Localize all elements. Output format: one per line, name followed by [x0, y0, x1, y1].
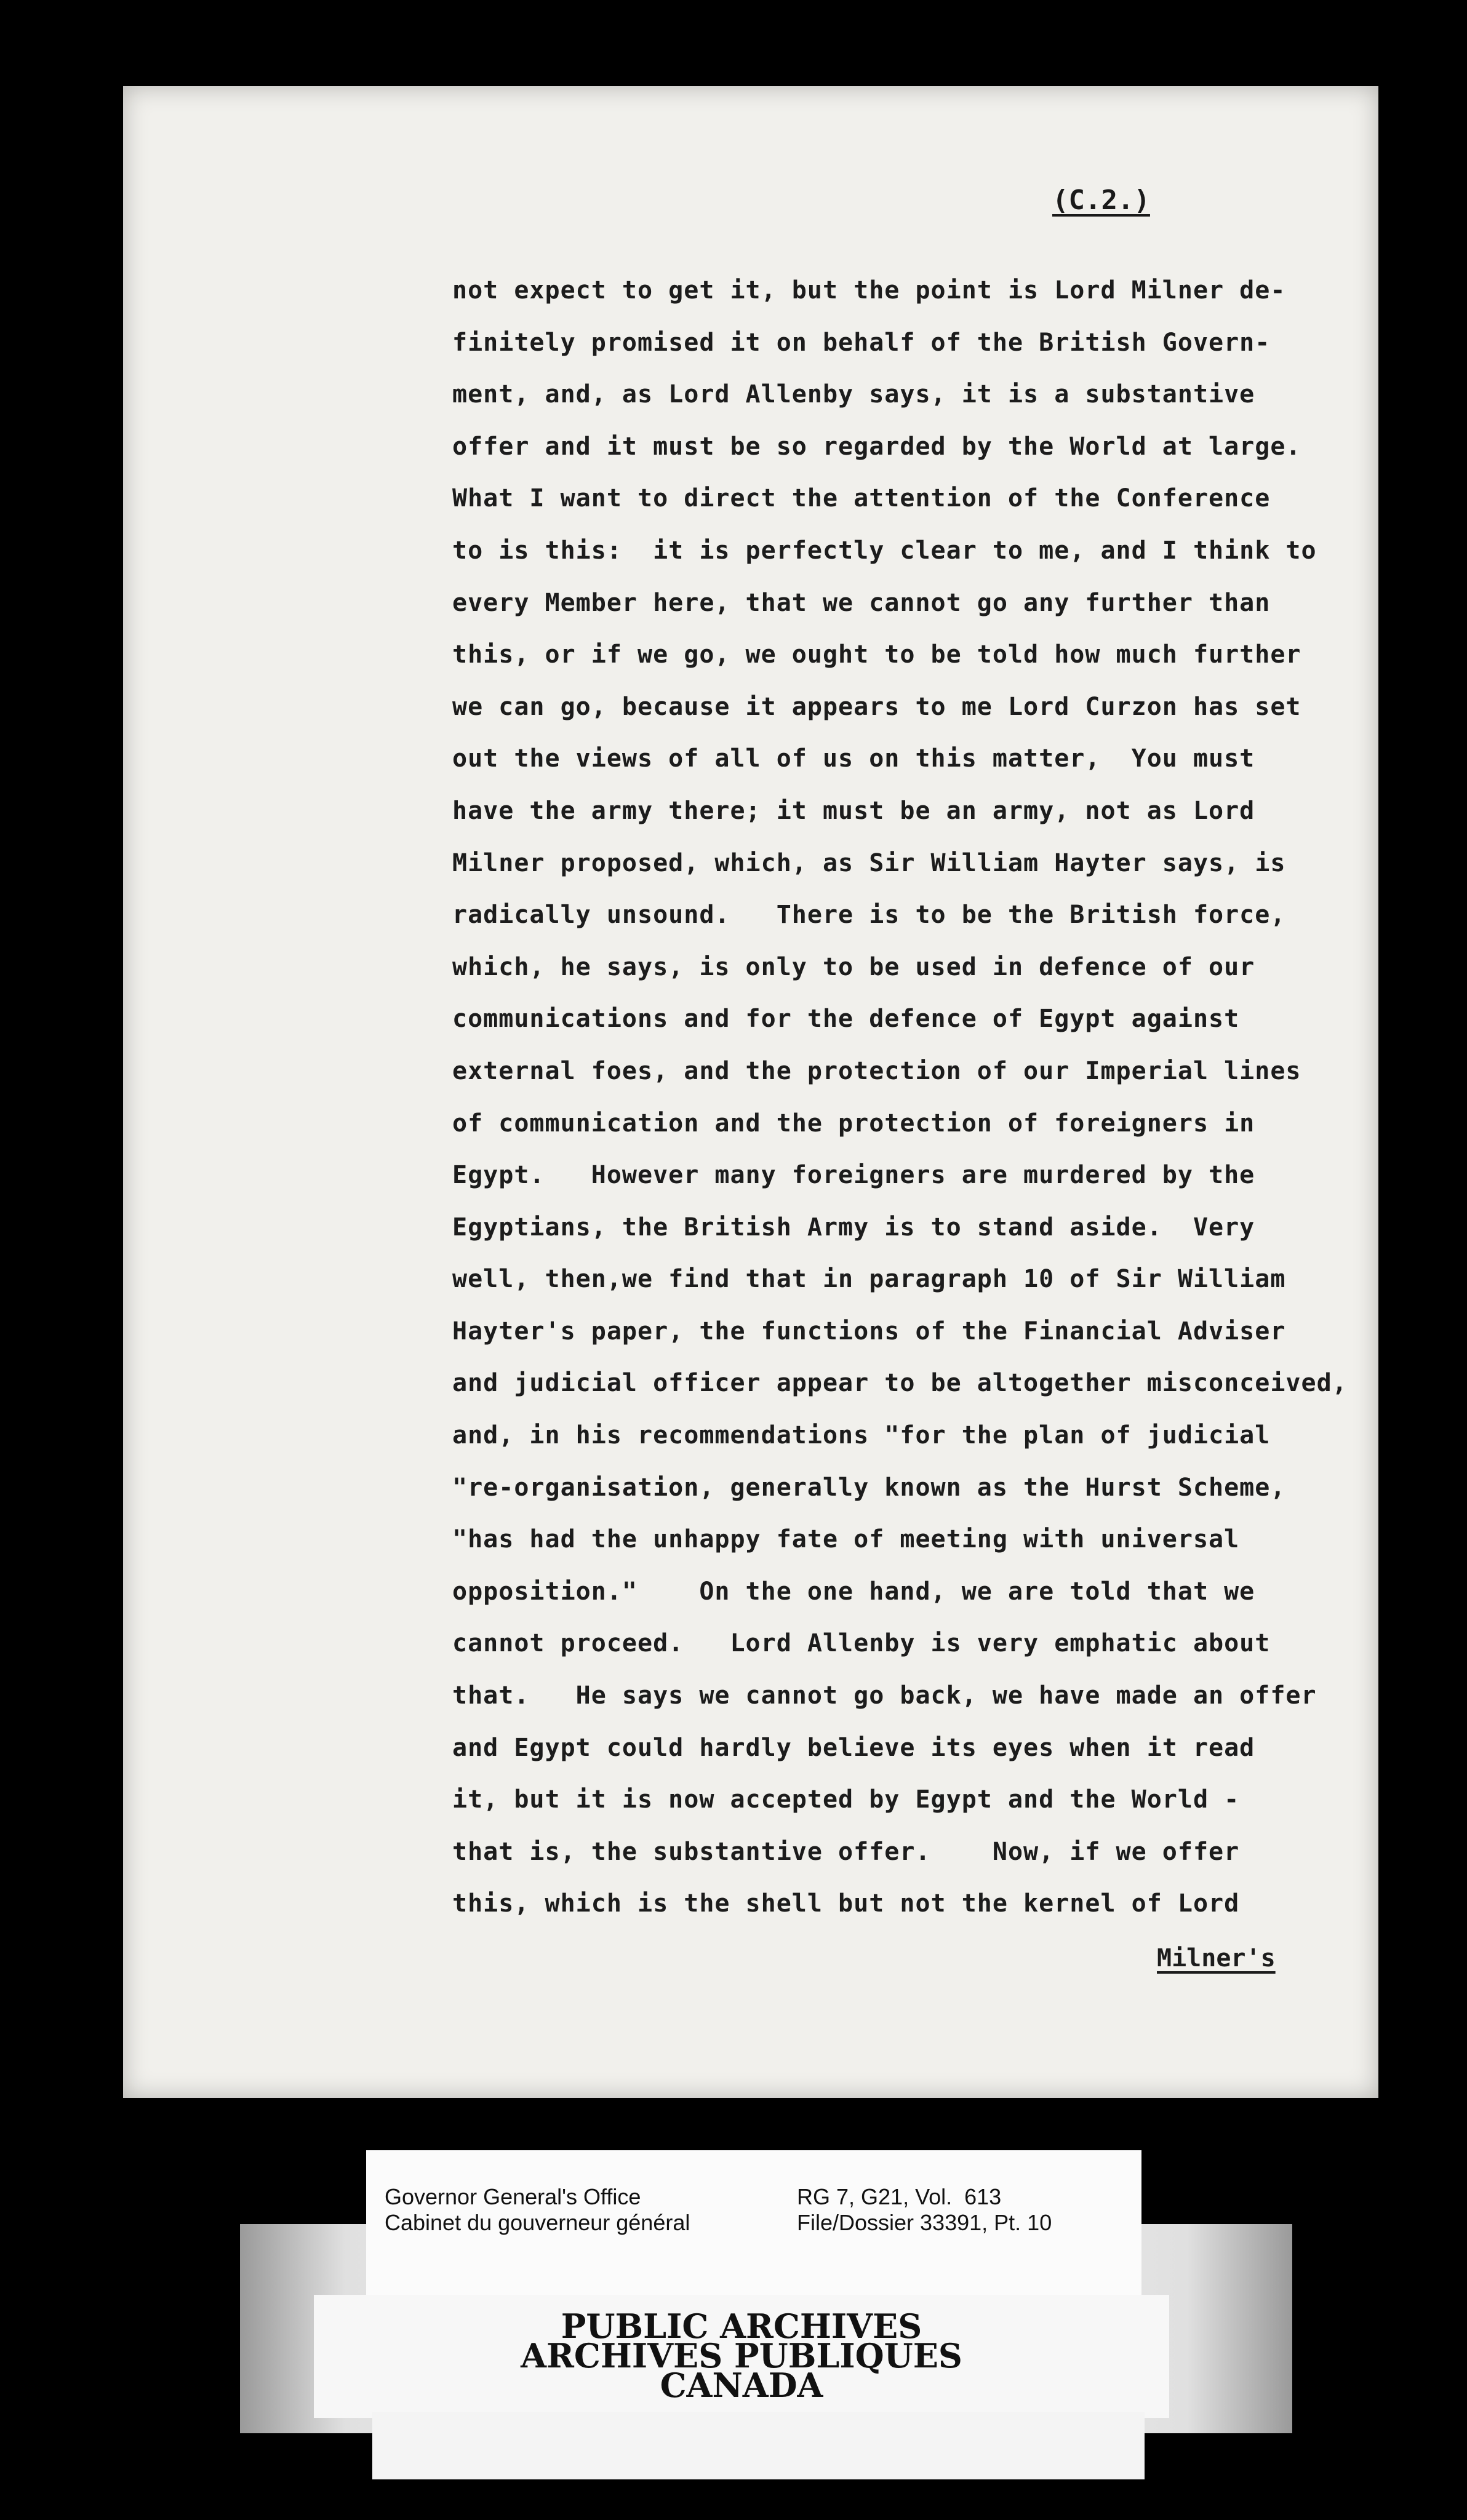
text-line: it, but it is now accepted by Egypt and the World -	[452, 1785, 1240, 1814]
text-line: ment, and, as Lord Allenby says, it is a substantive	[452, 380, 1255, 409]
text-line: to is this: it is perfectly clear to me, and I think to	[452, 536, 1317, 565]
archives-stamp	[314, 2295, 1169, 2418]
text-line: well, then,we find that in paragraph 10 of Sir William	[452, 1265, 1286, 1294]
text-line: out the views of all of us on this matter, You must	[452, 744, 1255, 773]
text-line: cannot proceed. Lord Allenby is very emphatic about	[452, 1629, 1271, 1658]
text-line: radically unsound. There is to be the British force,	[452, 901, 1286, 930]
catchword: Milner's	[1157, 1944, 1276, 1972]
text-line: Egypt. However many foreigners are murdered by the	[452, 1161, 1255, 1190]
text-line: have the army there; it must be an army, not as Lord	[452, 796, 1255, 825]
text-line: we can go, because it appears to me Lord Curzon has set	[452, 692, 1301, 721]
stamp-line-en: PUBLIC ARCHIVES	[561, 2307, 922, 2346]
text-line: "re-organisation, generally known as the Hurst Scheme,	[452, 1473, 1286, 1502]
text-line: external foes, and the protection of our Imperial lines	[452, 1056, 1301, 1085]
file-reference: File/Dossier 33391, Pt. 10	[797, 2210, 1052, 2235]
text-line: not expect to get it, but the point is Lord Milner de-	[452, 276, 1286, 305]
office-name-en: Governor General's Office	[385, 2184, 641, 2209]
text-line: of communication and the protection of foreigners in	[452, 1109, 1255, 1138]
text-line: Hayter's paper, the functions of the Financial Adviser	[452, 1317, 1286, 1346]
text-line: communications and for the defence of Egypt against	[452, 1005, 1240, 1034]
record-group-reference: RG 7, G21, Vol. 613	[797, 2184, 1002, 2209]
text-line: that is, the substantive offer. Now, if we offer	[452, 1837, 1240, 1866]
text-line: Milner proposed, which, as Sir William Hayter says, is	[452, 848, 1286, 877]
stamp-line-fr: ARCHIVES PUBLIQUES	[521, 2336, 962, 2375]
bottom-slip	[372, 2412, 1145, 2479]
page-reference: (C.2.)	[1052, 185, 1150, 216]
document-body	[452, 265, 1351, 1930]
text-line: and judicial officer appear to be altogether misconceived,	[452, 1369, 1348, 1398]
text-line: Egyptians, the British Army is to stand aside. Very	[452, 1213, 1255, 1242]
text-line: "has had the unhappy fate of meeting with universal	[452, 1525, 1240, 1554]
text-line: and, in his recommendations "for the plan of judicial	[452, 1421, 1271, 1450]
text-line: and Egypt could hardly believe its eyes when it read	[452, 1733, 1255, 1762]
text-line: opposition." On the one hand, we are told that we	[452, 1577, 1255, 1606]
office-name-fr: Cabinet du gouverneur général	[385, 2210, 690, 2235]
text-line: that. He says we cannot go back, we have made an offer	[452, 1681, 1317, 1710]
text-line: every Member here, that we cannot go any further than	[452, 588, 1271, 617]
stamp-line-country: CANADA	[660, 2366, 823, 2405]
text-line: this, or if we go, we ought to be told how much further	[452, 640, 1301, 669]
text-line: which, he says, is only to be used in defence of our	[452, 952, 1255, 981]
archive-label	[366, 2150, 1141, 2304]
text-line: this, which is the shell but not the kernel of Lord	[452, 1889, 1240, 1918]
text-line: finitely promised it on behalf of the British Govern-	[452, 328, 1271, 357]
text-line: What I want to direct the attention of the Conference	[452, 484, 1271, 513]
text-line: offer and it must be so regarded by the World at large.	[452, 432, 1301, 461]
